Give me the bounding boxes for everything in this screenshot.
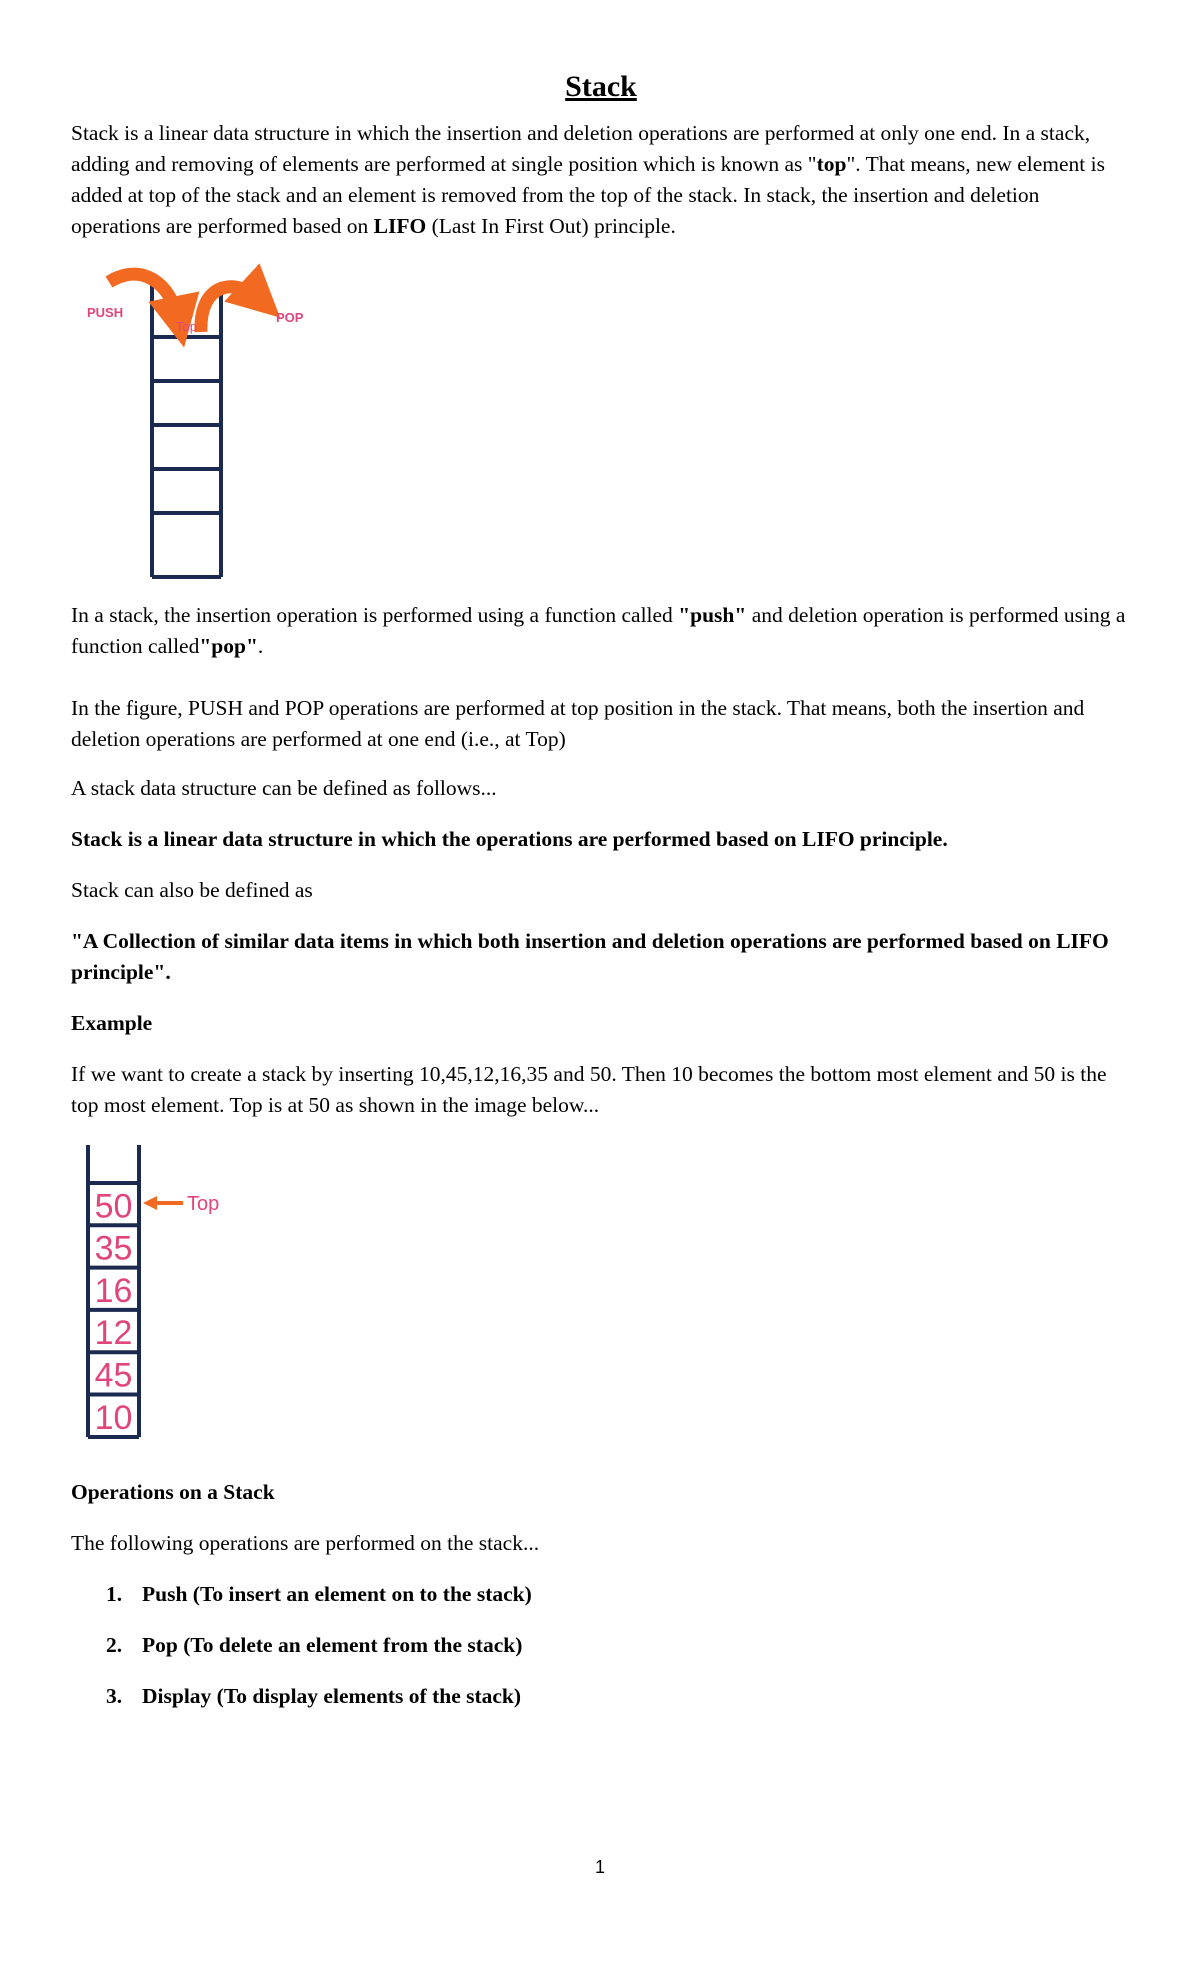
intro-bold-lifo: LIFO — [373, 214, 427, 238]
list-number: 3. — [106, 1684, 123, 1708]
filled-stack-diagram — [71, 1135, 271, 1445]
operations-heading: Operations on a Stack — [71, 1480, 275, 1504]
push-pop-text-3: . — [257, 634, 264, 658]
push-label: PUSH — [87, 305, 124, 320]
list-number: 2. — [106, 1633, 123, 1657]
operation-item-display — [71, 1681, 1131, 1712]
example-heading: Example — [71, 1011, 153, 1035]
list-text: Display (To display elements of the stack) — [142, 1684, 522, 1708]
definition-bold: Stack is a linear data structure in which the operations are performed based on LIFO principle. — [71, 827, 948, 851]
intro-bold-top: top — [816, 152, 847, 176]
stack-cell-value: 45 — [94, 1356, 133, 1395]
list-number: 1. — [106, 1582, 123, 1606]
operations-intro: The following operations are performed on the stack... — [71, 1531, 540, 1555]
intro-text-3: (Last In First Out) principle. — [426, 214, 676, 238]
stack-cells — [88, 1183, 139, 1437]
list-text: Pop (To delete an element from the stack) — [142, 1633, 523, 1657]
page-number: 1 — [594, 1857, 605, 1877]
intro-text-2: ". That means, new element is added at top of the stack and an element is removed from the top of the stack. In stack, the insertion and deletion operations are performed based on — [71, 152, 1105, 238]
pop-bold: "pop" — [199, 634, 258, 658]
push-pop-paragraph — [71, 600, 1131, 662]
definition2-bold: "A Collection of similar data items in which both insertion and deletion operations are performed based on LIFO principle". — [71, 929, 1109, 984]
defined-as-paragraph: A stack data structure can be defined as follows... — [71, 776, 497, 800]
operation-item-pop — [71, 1630, 1131, 1661]
push-pop-text-1: In a stack, the insertion operation is performed using a function called — [71, 603, 679, 627]
stack-cell-value: 16 — [94, 1271, 133, 1310]
operation-item-push — [71, 1579, 1131, 1610]
stack-cell-value: 35 — [94, 1229, 133, 1268]
intro-paragraph — [71, 118, 1131, 242]
figure-explanation-paragraph: In the figure, PUSH and POP operations are performed at top position in the stack. That means, both the insertion and deletion operations are performed at one end (i.e., at Top) — [71, 696, 1085, 751]
stack-cell-value: 50 — [94, 1187, 133, 1226]
also-defined-paragraph: Stack can also be defined as — [71, 878, 313, 902]
push-pop-text-2: and deletion operation is performed using a function called — [71, 603, 1126, 658]
stack-cell-value: 10 — [94, 1398, 133, 1437]
top-arrow-head-icon — [143, 1196, 157, 1210]
top-label: Top — [187, 1193, 220, 1215]
list-text: Push (To insert an element on to the stack) — [142, 1582, 532, 1606]
example-paragraph: If we want to create a stack by inserting 10,45,12,16,35 and 50. Then 10 becomes the bottom most element and 50 is the top most element. Top is at 50 as shown in the image below... — [71, 1062, 1107, 1117]
pop-label: POP — [276, 310, 304, 325]
operations-list — [71, 1579, 1131, 1712]
stack-cell-value: 12 — [94, 1314, 133, 1353]
push-bold: "push" — [678, 603, 747, 627]
page-title: Stack — [565, 70, 637, 103]
top-label: Top — [176, 319, 197, 334]
pop-arrow-icon — [201, 287, 261, 332]
document-content — [71, 70, 1131, 1732]
intro-text-1: Stack is a linear data structure in which the insertion and deletion operations are performed at only one end. In a stack, adding and removing of elements are performed at single position which is known as " — [71, 121, 1091, 176]
push-pop-stack-diagram — [71, 252, 331, 582]
